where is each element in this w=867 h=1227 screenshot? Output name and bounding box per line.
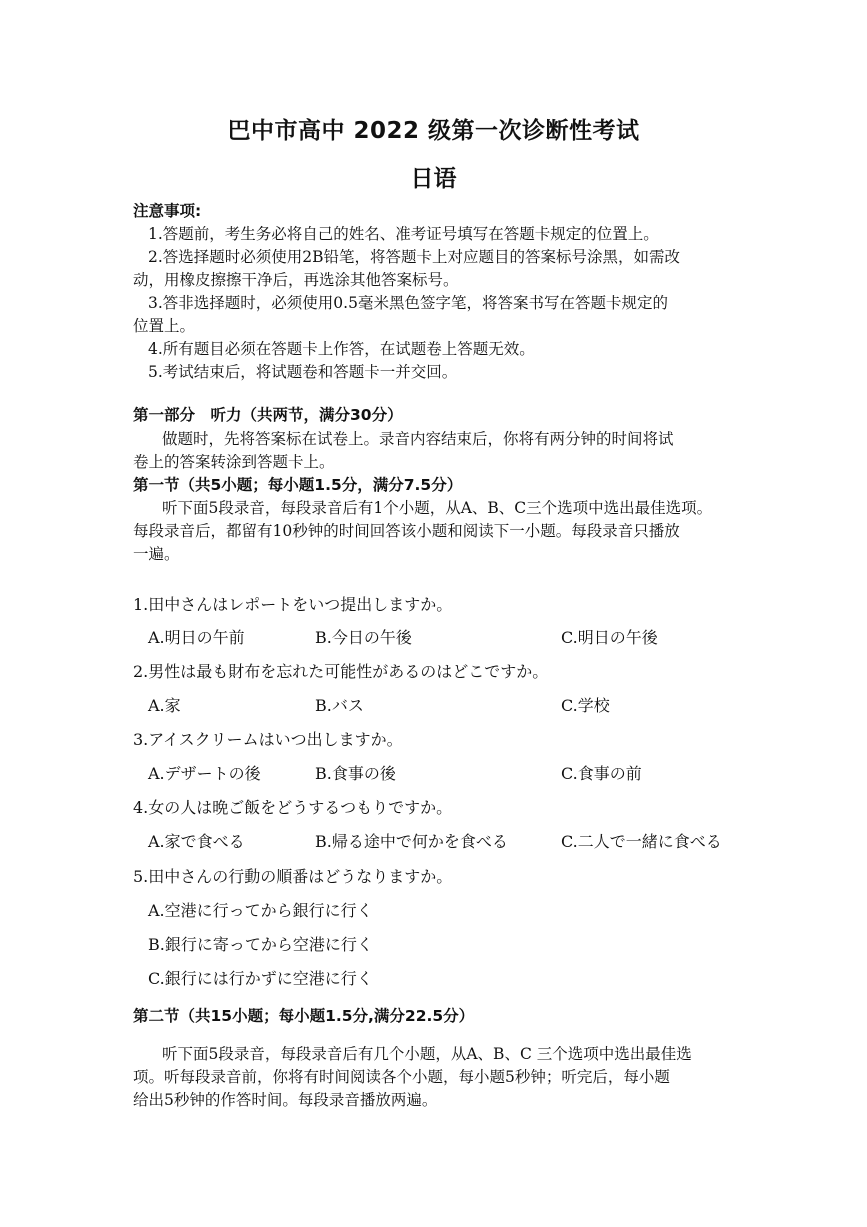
q1-option-b: B.今日の午後 bbox=[315, 628, 412, 647]
section2-intro-line: 听下面5段录音，每段录音后有几个小题，从A、B、C 三个选项中选出最佳选 bbox=[162, 1045, 692, 1063]
part1-heading: 第一部分 听力（共两节，满分30分） bbox=[133, 406, 403, 424]
subject-title: 日语 bbox=[410, 166, 457, 192]
section1-heading: 第一节（共5小题；每小题1.5分，满分7.5分） bbox=[133, 476, 463, 494]
notice-line: 位置上。 bbox=[133, 317, 196, 335]
section1-intro-line: 听下面5段录音，每段录音后有1个小题，从A、B、C三个选项中选出最佳选项。 bbox=[162, 499, 713, 517]
q3-option-c: C.食事の前 bbox=[561, 764, 642, 783]
q5-option-c: C.銀行には行かずに空港に行く bbox=[148, 969, 373, 988]
q5-option-b: B.銀行に寄ってから空港に行く bbox=[148, 935, 373, 954]
notice-line: 5.考试结束后，将试题卷和答题卡一并交回。 bbox=[148, 363, 458, 381]
q4-option-c: C.二人で一緒に食べる bbox=[561, 832, 722, 851]
part1-intro-line: 做题时，先将答案标在试卷上。录音内容结束后，你将有两分钟的时间将试 bbox=[162, 430, 674, 448]
notice-line: 3.答非选择题时，必须使用0.5毫米黑色签字笔，将答案书写在答题卡规定的 bbox=[148, 294, 668, 312]
section2-heading: 第二节（共15小题；每小题1.5分,满分22.5分） bbox=[133, 1007, 475, 1025]
q1-option-c: C.明日の午後 bbox=[561, 628, 658, 647]
notice-line: 动，用橡皮擦擦干净后，再选涂其他答案标号。 bbox=[133, 271, 459, 289]
question-1: 1.田中さんはレポートをいつ提出しますか。 bbox=[133, 595, 453, 614]
q1-option-a: A.明日の午前 bbox=[148, 628, 245, 647]
question-2: 2.男性は最も財布を忘れた可能性があるのはどこですか。 bbox=[133, 662, 549, 681]
question-5: 5.田中さんの行動の順番はどうなりますか。 bbox=[133, 867, 453, 886]
question-3: 3.アイスクリームはいつ出しますか。 bbox=[133, 730, 403, 749]
notice-line: 4.所有题目必须在答题卡上作答，在试题卷上答题无效。 bbox=[148, 340, 535, 358]
part1-intro-line: 卷上的答案转涂到答题卡上。 bbox=[133, 453, 335, 471]
q4-option-b: B.帰る途中で何かを食べる bbox=[315, 832, 508, 851]
notice-line: 2.答选择题时必须使用2B铅笔，将答题卡上对应题目的答案标号涂黑，如需改 bbox=[148, 248, 681, 266]
notice-heading: 注意事项: bbox=[133, 202, 202, 220]
section2-intro-line: 项。听每段录音前，你将有时间阅读各个小题，每小题5秒钟；听完后，每小题 bbox=[133, 1068, 670, 1086]
q3-option-b: B.食事の後 bbox=[315, 764, 396, 783]
q5-option-a: A.空港に行ってから銀行に行く bbox=[148, 901, 373, 920]
q4-option-a: A.家で食べる bbox=[148, 832, 245, 851]
notice-line: 1.答题前，考生务必将自己的姓名、准考证号填写在答题卡规定的位置上。 bbox=[148, 225, 659, 243]
section2-intro-line: 给出5秒钟的作答时间。每段录音播放两遍。 bbox=[133, 1091, 438, 1109]
q2-option-a: A.家 bbox=[148, 696, 181, 715]
question-4: 4.女の人は晩ご飯をどうするつもりですか。 bbox=[133, 798, 453, 817]
section1-intro-line: 每段录音后，都留有10秒钟的时间回答该小题和阅读下一小题。每段录音只播放 bbox=[133, 522, 680, 540]
q3-option-a: A.デザートの後 bbox=[148, 764, 261, 783]
section1-intro-line: 一遍。 bbox=[133, 545, 180, 563]
exam-title: 巴中市高中 2022 级第一次诊断性考试 bbox=[227, 118, 640, 144]
q2-option-b: B.バス bbox=[315, 696, 364, 715]
q2-option-c: C.学校 bbox=[561, 696, 610, 715]
